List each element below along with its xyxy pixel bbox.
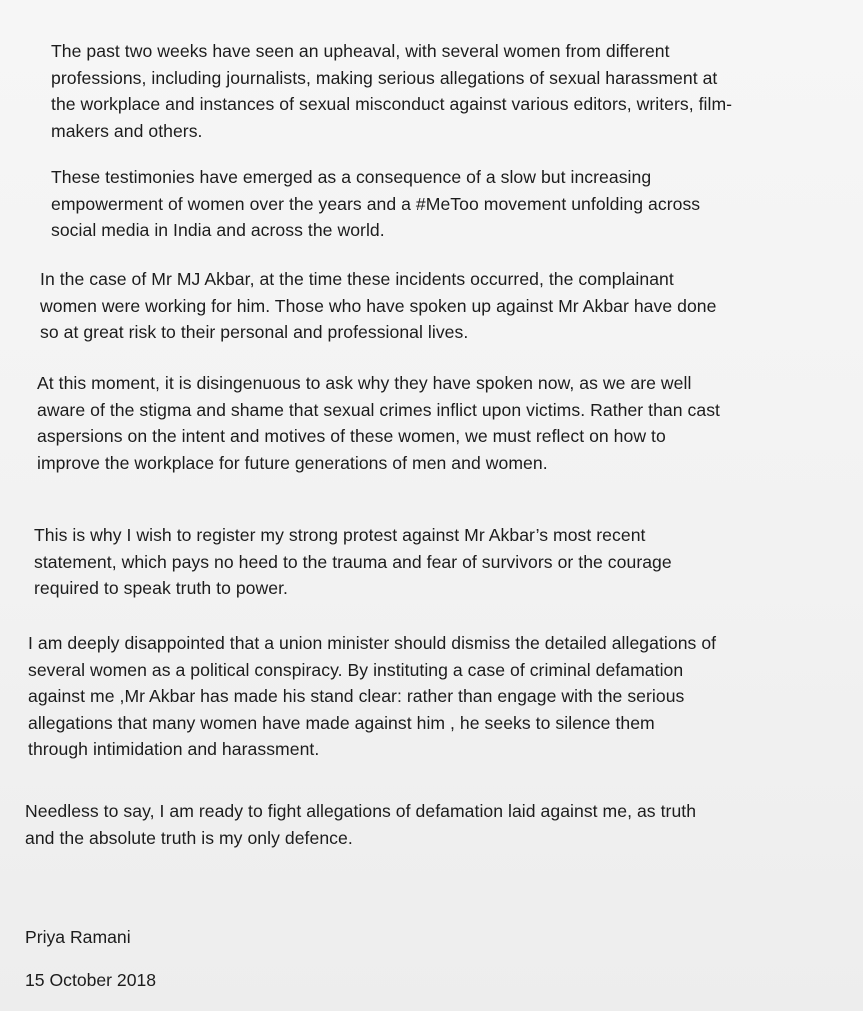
text-line: so at great risk to their personal and professional lives. — [40, 322, 469, 342]
paragraph-protest — [34, 522, 672, 602]
text-line: several women as a political conspiracy. By instituting a case of criminal defamation — [28, 659, 684, 680]
text-line: At this moment, it is disingenuous to ask why they have spoken now, as we are well — [37, 373, 692, 393]
text-line: allegations that many women have made against him , he seeks to silence them — [28, 712, 655, 733]
text-line: professions, including journalists, making serious allegations of sexual harassment at — [51, 67, 718, 88]
paragraph-akbar-case — [40, 266, 716, 346]
paragraph-disappointed — [28, 630, 716, 763]
text-line: social media in India and across the world. — [51, 220, 385, 240]
text-line: In the case of Mr MJ Akbar, at the time these incidents occurred, the complainant — [40, 269, 674, 289]
text-line: empowerment of women over the years and a #MeToo movement unfolding across — [51, 193, 701, 214]
text-line: This is why I wish to register my strong protest against Mr Akbar’s most recent — [34, 525, 646, 545]
text-line: Needless to say, I am ready to fight allegations of defamation laid against me, as truth — [25, 801, 697, 821]
paragraph-this-moment — [37, 370, 720, 476]
text-line: women were working for him. Those who have spoken up against Mr Akbar have done — [40, 295, 717, 316]
signature-name: Priya Ramani — [25, 927, 131, 947]
text-line: required to speak truth to power. — [34, 578, 288, 598]
text-line: through intimidation and harassment. — [28, 739, 320, 759]
text-line: the workplace and instances of sexual misconduct against various editors, writers, film- — [51, 94, 733, 114]
letter-date: 15 October 2018 — [25, 970, 157, 990]
paragraph-testimonies — [51, 164, 700, 244]
text-line: These testimonies have emerged as a consequence of a slow but increasing — [51, 167, 652, 187]
text-line: makers and others. — [51, 120, 203, 141]
text-line: improve the workplace for future generations of men and women. — [37, 452, 548, 473]
text-line: statement, which pays no heed to the trauma and fear of survivors or the courage — [34, 551, 672, 572]
text-line: against me ,Mr Akbar has made his stand clear: rather than engage with the serious — [28, 686, 685, 706]
paragraph-defence — [25, 798, 696, 851]
text-line: The past two weeks have seen an upheaval, with several women from different — [51, 41, 670, 61]
text-line: aware of the stigma and shame that sexual crimes inflict upon victims. Rather than cast — [37, 399, 720, 420]
text-line: I am deeply disappointed that a union minister should dismiss the detailed allegations of — [28, 633, 717, 653]
text-line: and the absolute truth is my only defence. — [25, 827, 353, 848]
text-line: aspersions on the intent and motives of these women, we must reflect on how to — [37, 426, 666, 446]
paragraph-upheaval — [51, 38, 732, 144]
